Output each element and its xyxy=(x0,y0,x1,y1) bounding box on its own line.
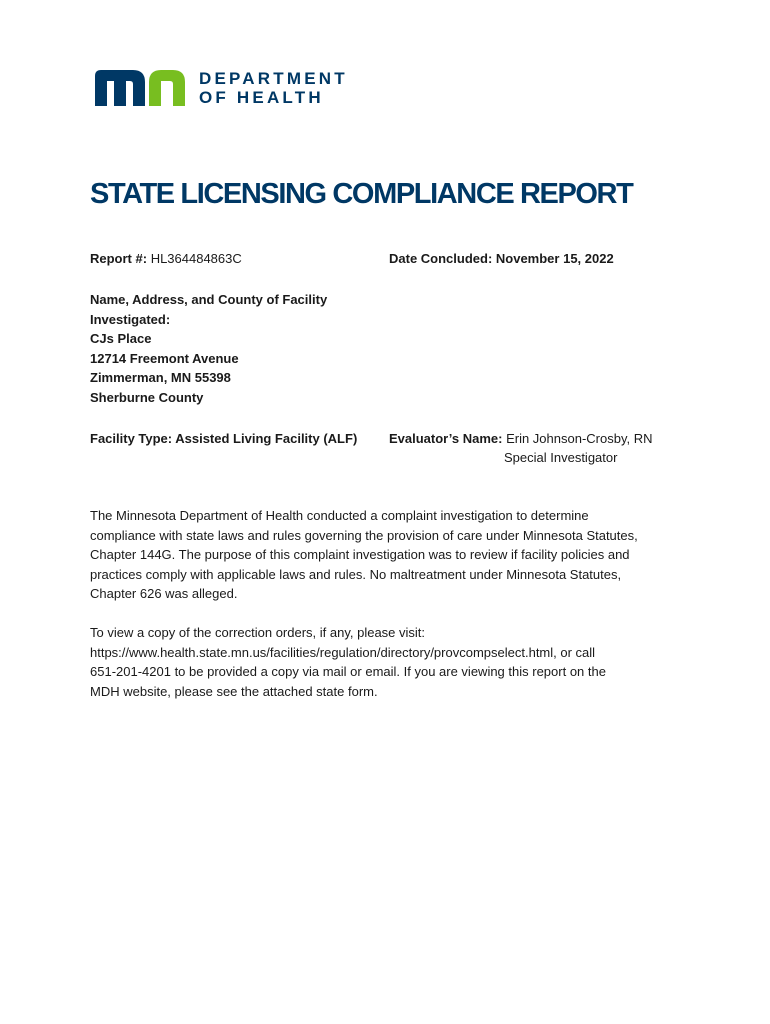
date-concluded: Date Concluded: November 15, 2022 xyxy=(389,251,614,266)
facility-type: Facility Type: Assisted Living Facility (ALF) xyxy=(90,431,358,446)
mn-logo-icon xyxy=(93,68,187,108)
facility-name: CJs Place xyxy=(90,331,152,346)
body-paragraph-correction-orders: To view a copy of the correction orders, if any, please visit: https://www.health.state.mn.us/facilities/regulation/directory/provcompselect.html, or call 651-201-4201 to be provided a copy via mail or email. If you are viewing this report on the MDH website, please see the attached state form. xyxy=(90,625,606,699)
facility-info xyxy=(90,290,327,407)
logo-line-department: DEPARTMENT xyxy=(199,69,348,88)
evaluator-label: Evaluator’s Name: xyxy=(389,431,503,446)
facility-county: Sherburne County xyxy=(90,389,204,405)
body-paragraph-investigation: The Minnesota Department of Health conducted a complaint investigation to determine compliance with state laws and rules governing the provision of care under Minnesota Statutes, Chapter 144G. The purpose of this complaint investigation was to review if facility policies and practices comply with applicable laws and rules. No maltreatment under Minnesota Statutes, Chapter 626 was alleged. xyxy=(90,508,638,601)
facility-street: 12714 Freemont Avenue xyxy=(90,350,239,366)
facility-heading-line2: Investigated: xyxy=(90,311,171,327)
report-number-value: HL364484863C xyxy=(150,251,242,266)
facility-heading-line1: Name, Address, and County of Facility xyxy=(90,292,328,307)
evaluator-title: Special Investigator xyxy=(504,450,618,465)
report-number xyxy=(90,249,242,269)
mdh-logo xyxy=(93,68,348,108)
evaluator-name: Erin Johnson-Crosby, RN xyxy=(506,431,653,446)
logo-line-of-health: OF HEALTH xyxy=(199,88,324,107)
facility-city: Zimmerman, MN 55398 xyxy=(90,370,231,385)
page-title: STATE LICENSING COMPLIANCE REPORT xyxy=(90,178,633,210)
logo-wordmark xyxy=(199,69,348,107)
report-number-label: Report #: xyxy=(90,251,148,266)
evaluator xyxy=(389,429,652,449)
